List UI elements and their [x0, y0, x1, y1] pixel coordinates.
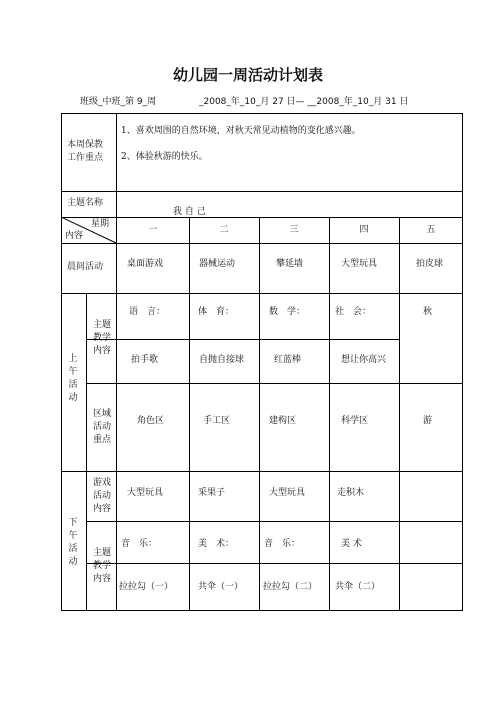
theme-value: 我 自 己 [173, 207, 206, 217]
forenoon-area-label-line: 区域 [92, 409, 111, 419]
row-line-afternoon [61, 471, 463, 472]
col-line-day5 [399, 217, 400, 611]
afternoon-label [67, 517, 79, 569]
forenoon-area-label [89, 408, 115, 447]
forenoon-topic-4: 想让你高兴 [341, 355, 387, 365]
area-item-2: 手工区 [203, 416, 231, 426]
row-line-header [61, 243, 463, 244]
forenoon-theme-label-line: 教学 [92, 333, 111, 343]
forenoon-topic-1: 拍手歌 [131, 355, 159, 365]
forenoon-theme-label-line: 内容 [92, 346, 111, 356]
afternoon-theme-label-line: 教学 [92, 561, 111, 571]
col-line-period [86, 293, 87, 611]
forenoon-topic-2: 自抛自接球 [199, 355, 245, 365]
morning-item-1: 桌面游戏 [127, 259, 164, 269]
col-line-label [116, 113, 117, 293]
afternoon-label-char: 午 [68, 531, 78, 541]
forenoon-label-char: 上 [68, 354, 78, 364]
afternoon-theme-label-line: 内容 [92, 574, 111, 584]
forenoon-subject-2: 体 育： [198, 307, 235, 317]
forenoon-area-label-line: 活动 [92, 422, 111, 432]
forenoon-subject-1: 语 言： [129, 307, 166, 317]
row-line-area [86, 383, 463, 384]
afternoon-games-label [89, 477, 115, 516]
row-line-afternoon-sub [86, 563, 463, 564]
col-line-day3 [259, 217, 260, 611]
forenoon-label-char: 午 [68, 367, 78, 377]
area-item-5: 游 [423, 416, 433, 426]
focus-item-2: 2、体验秋游的快乐。 [121, 152, 208, 162]
row-line-theme [61, 217, 463, 218]
afternoon-topic-1: 拉拉勾（一） [119, 582, 174, 592]
focus-label-line2: 工作重点 [67, 153, 104, 163]
area-item-4: 科学区 [341, 416, 369, 426]
afternoon-label-char: 下 [68, 518, 78, 528]
afternoon-label-char: 动 [68, 557, 78, 567]
afternoon-topic-4: 共伞（二） [335, 582, 381, 592]
focus-label [67, 139, 115, 165]
table-border-top [61, 113, 463, 114]
col-line-day2 [189, 217, 190, 611]
forenoon-theme-label-line: 主题 [92, 320, 111, 330]
afternoon-games-label-line: 活动 [92, 491, 111, 501]
afternoon-topic-3: 拉拉勾（二） [263, 582, 318, 592]
header-content-label: 内容 [65, 231, 84, 241]
afternoon-subject-3: 音 乐： [264, 539, 301, 549]
weekly-plan-table [61, 113, 463, 611]
header-day-3: 三 [289, 225, 299, 235]
morning-item-4: 大型玩具 [341, 259, 378, 269]
forenoon-subject-4: 社 会： [335, 307, 372, 317]
afternoon-subject-2: 美 术： [198, 539, 235, 549]
forenoon-label-char: 动 [68, 393, 78, 403]
morning-item-2: 器械运动 [199, 259, 236, 269]
focus-label-line1: 本周保教 [67, 140, 104, 150]
forenoon-area-label-line: 重点 [92, 435, 111, 445]
morning-item-3: 攀延墙 [276, 259, 304, 269]
area-item-1: 角色区 [137, 416, 165, 426]
focus-item-1: 1、喜欢周围的自然环境，对秋天常见动植物的变化感兴趣。 [121, 126, 361, 136]
forenoon-subject-3: 数 学： [269, 307, 306, 317]
header-weekday-label: 星期 [91, 219, 110, 229]
table-border-right [462, 113, 463, 611]
row-line-morning [61, 293, 463, 294]
row-line-focus [61, 191, 463, 192]
morning-label: 晨间活动 [67, 262, 104, 272]
afternoon-theme-label [89, 547, 115, 586]
forenoon-label [67, 353, 79, 405]
games-item-3: 大型玩具 [269, 488, 306, 498]
afternoon-games-label-line: 内容 [92, 504, 111, 514]
area-item-3: 建构区 [269, 416, 297, 426]
theme-label: 主题名称 [67, 198, 104, 208]
header-day-4: 四 [359, 225, 369, 235]
afternoon-games-label-line: 游戏 [92, 478, 111, 488]
forenoon-label-char: 活 [68, 380, 78, 390]
morning-item-5: 拍皮球 [416, 259, 444, 269]
row-line-theme-sub [86, 339, 399, 340]
class-week-line: 班级_中班_第 9_周 [80, 97, 157, 107]
row-line-games [86, 521, 463, 522]
games-item-2: 采果子 [198, 488, 226, 498]
header-day-2: 二 [219, 225, 229, 235]
date-range: _2008_年_10_月 27 日— __2008_年_10_月 31 日 [199, 97, 409, 107]
forenoon-theme-label [89, 319, 115, 358]
afternoon-theme-label-line: 主题 [92, 548, 111, 558]
table-border-bottom [61, 610, 463, 611]
afternoon-subject-1: 音 乐： [121, 539, 158, 549]
afternoon-subject-4: 美 术 [341, 539, 362, 549]
page-title: 幼儿园一周活动计划表 [172, 66, 323, 84]
afternoon-topic-2: 共伞（一） [198, 582, 244, 592]
header-day-1: 一 [148, 225, 158, 235]
games-item-4: 走积木 [337, 488, 365, 498]
forenoon-topic-3: 红蓝棒 [274, 355, 302, 365]
header-day-5: 五 [426, 225, 436, 235]
afternoon-label-char: 活 [68, 544, 78, 554]
col-line-day4 [329, 217, 330, 611]
games-item-1: 大型玩具 [127, 488, 164, 498]
table-border-left [61, 113, 62, 611]
col-line-section [116, 293, 117, 611]
forenoon-subject-5: 秋 [423, 307, 433, 317]
